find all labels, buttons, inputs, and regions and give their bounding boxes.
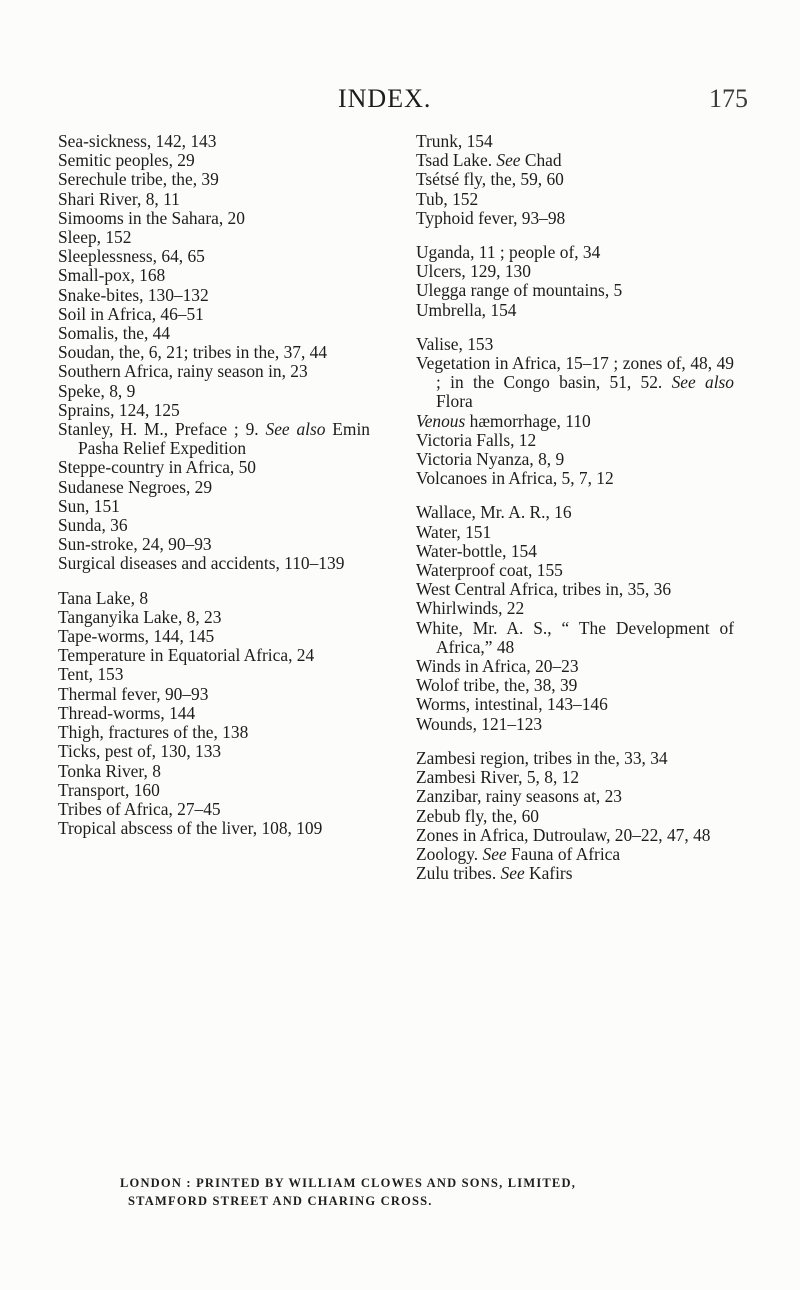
index-entry-text: Tent, 153 bbox=[58, 664, 124, 685]
index-entry-text: Wounds, 121–123 bbox=[416, 713, 543, 734]
index-entry-text: Wallace, Mr. A. R., 16 bbox=[416, 502, 572, 523]
index-entry bbox=[416, 431, 734, 450]
index-entry-text: Wolof tribe, the, 38, 39 bbox=[416, 675, 578, 696]
index-entry-text: Sun, 151 bbox=[58, 495, 120, 516]
page-number: 175 bbox=[709, 84, 748, 113]
index-entry bbox=[416, 170, 734, 189]
index-entry-text: Sun-stroke, 24, 90–93 bbox=[58, 534, 212, 555]
index-entry bbox=[58, 608, 370, 627]
index-entry-text: Temperature in Equatorial Africa, 24 bbox=[58, 645, 315, 666]
index-entry bbox=[58, 151, 370, 170]
index-entry bbox=[416, 450, 734, 469]
index-entry bbox=[416, 190, 734, 209]
index-entry-text: Water-bottle, 154 bbox=[416, 540, 537, 561]
index-entry bbox=[58, 516, 370, 535]
index-entry-text: Emin Pasha Relief Expedition bbox=[78, 419, 370, 459]
index-entry bbox=[416, 412, 734, 431]
index-entry-text: Kafirs bbox=[524, 863, 573, 884]
index-entry bbox=[58, 305, 370, 324]
index-entry bbox=[58, 401, 370, 420]
index-entry bbox=[416, 695, 734, 714]
index-entry bbox=[58, 382, 370, 401]
index-entry bbox=[416, 523, 734, 542]
index-entry-text: Uganda, 11 ; people of, 34 bbox=[416, 242, 601, 263]
index-entry bbox=[416, 151, 734, 170]
index-entry-text: Sprains, 124, 125 bbox=[58, 399, 180, 420]
index-entry bbox=[58, 362, 370, 381]
index-entry-text: Serechule tribe, the, 39 bbox=[58, 169, 219, 190]
index-letter-group bbox=[416, 335, 734, 489]
index-entry bbox=[58, 723, 370, 742]
index-entry bbox=[58, 497, 370, 516]
index-entry-text: Tribes of Africa, 27–45 bbox=[58, 798, 221, 819]
index-entry-text: Southern Africa, rainy season in, 23 bbox=[58, 361, 308, 382]
index-entry-text: Valise, 153 bbox=[416, 333, 494, 354]
index-entry-text: Zanzibar, rainy seasons at, 23 bbox=[416, 786, 622, 807]
index-entry-text: Ulcers, 129, 130 bbox=[416, 261, 531, 282]
index-entry bbox=[416, 787, 734, 806]
index-entry-text: Tape-worms, 144, 145 bbox=[58, 626, 215, 647]
index-entry-text: Tanganyika Lake, 8, 23 bbox=[58, 606, 222, 627]
index-entry bbox=[58, 535, 370, 554]
index-entry-text: Thermal fever, 90–93 bbox=[58, 683, 209, 704]
index-entry bbox=[416, 354, 734, 412]
index-entry-text: Sleeplessness, 64, 65 bbox=[58, 246, 205, 267]
index-entry bbox=[416, 715, 734, 734]
index-entry bbox=[416, 301, 734, 320]
index-entry-italic: See also bbox=[265, 419, 326, 440]
index-entry-text: Victoria Falls, 12 bbox=[416, 429, 537, 450]
index-letter-group bbox=[58, 589, 370, 839]
index-entry-text: Volcanoes in Africa, 5, 7, 12 bbox=[416, 468, 614, 489]
index-entry bbox=[58, 742, 370, 761]
index-entry-text: Fauna of Africa bbox=[506, 843, 621, 864]
index-entry bbox=[58, 781, 370, 800]
index-entry bbox=[416, 469, 734, 488]
index-entry-text: Tsétsé fly, the, 59, 60 bbox=[416, 169, 564, 190]
index-column-left bbox=[58, 132, 370, 853]
index-letter-group bbox=[416, 132, 734, 228]
index-entry bbox=[416, 768, 734, 787]
index-entry-text: Tonka River, 8 bbox=[58, 760, 161, 781]
index-entry-italic: Venous bbox=[416, 410, 466, 431]
index-entry bbox=[416, 243, 734, 262]
index-entry-text: Waterproof coat, 155 bbox=[416, 560, 563, 581]
index-entry-text: Victoria Nyanza, 8, 9 bbox=[416, 449, 565, 470]
index-entry-text: White, Mr. A. S., “ The Development of Africa,” 48 bbox=[416, 617, 734, 657]
index-entry bbox=[416, 807, 734, 826]
index-entry bbox=[58, 343, 370, 362]
index-entry-text: Ulegga range of mountains, 5 bbox=[416, 280, 623, 301]
index-entry bbox=[416, 619, 734, 657]
index-entry bbox=[58, 627, 370, 646]
index-entry-text: Stanley, H. M., Preface ; 9. bbox=[58, 419, 266, 440]
index-entry bbox=[58, 266, 370, 285]
index-letter-group bbox=[416, 749, 734, 883]
index-entry-text: Zoology. bbox=[416, 843, 483, 864]
index-entry bbox=[58, 685, 370, 704]
index-entry-text: Zebub fly, the, 60 bbox=[416, 805, 539, 826]
index-entry-text: Water, 151 bbox=[416, 521, 492, 542]
index-entry-text: Small-pox, 168 bbox=[58, 265, 166, 286]
index-entry-text: Sea-sickness, 142, 143 bbox=[58, 131, 217, 151]
index-entry-text: Ticks, pest of, 130, 133 bbox=[58, 741, 222, 762]
index-entry bbox=[58, 324, 370, 343]
index-entry-text: Shari River, 8, 11 bbox=[58, 188, 180, 209]
index-entry bbox=[416, 209, 734, 228]
index-entry-italic: See bbox=[496, 150, 521, 171]
index-entry bbox=[416, 542, 734, 561]
index-entry-text: Winds in Africa, 20–23 bbox=[416, 656, 579, 677]
index-letter-group bbox=[416, 243, 734, 320]
index-entry-text: Soil in Africa, 46–51 bbox=[58, 303, 204, 324]
index-letter-group bbox=[416, 503, 734, 733]
index-entry bbox=[416, 676, 734, 695]
index-entry-text: Tropical abscess of the liver, 108, 109 bbox=[58, 818, 323, 839]
index-entry bbox=[58, 190, 370, 209]
index-entry bbox=[416, 561, 734, 580]
index-entry-text: Somalis, the, 44 bbox=[58, 323, 171, 344]
index-entry bbox=[58, 665, 370, 684]
index-entry bbox=[58, 819, 370, 838]
index-entry-text: Tana Lake, 8 bbox=[58, 587, 149, 608]
index-entry-text: Sleep, 152 bbox=[58, 227, 132, 248]
index-entry bbox=[416, 503, 734, 522]
index-entry-text: Umbrella, 154 bbox=[416, 299, 517, 320]
index-entry bbox=[416, 281, 734, 300]
index-entry bbox=[58, 247, 370, 266]
index-entry-text: Thigh, fractures of the, 138 bbox=[58, 722, 249, 743]
index-entry bbox=[58, 228, 370, 247]
index-entry-text: Zambesi River, 5, 8, 12 bbox=[416, 767, 580, 788]
index-entry bbox=[58, 132, 370, 151]
index-entry-text: Thread-worms, 144 bbox=[58, 702, 196, 723]
index-entry-italic: See bbox=[482, 843, 507, 864]
index-entry-text: Vegetation in Africa, 15–17 ; zones of, 48, 49 ; in the Congo basin, 51, 52. bbox=[416, 353, 734, 393]
index-column-right bbox=[416, 132, 734, 898]
index-entry-text: Soudan, the, 6, 21; tribes in the, 37, 44 bbox=[58, 342, 328, 363]
printer-imprint bbox=[120, 1174, 740, 1210]
index-entry bbox=[58, 170, 370, 189]
index-entry bbox=[58, 420, 370, 458]
index-entry-italic: See also bbox=[671, 372, 734, 393]
index-entry bbox=[416, 132, 734, 151]
index-entry-text: Snake-bites, 130–132 bbox=[58, 284, 209, 305]
index-entry-text: West Central Africa, tribes in, 35, 36 bbox=[416, 579, 672, 600]
index-entry-text: Tsad Lake. bbox=[416, 150, 497, 171]
index-entry bbox=[58, 704, 370, 723]
index-entry bbox=[416, 826, 734, 845]
index-entry-text: Trunk, 154 bbox=[416, 131, 493, 151]
imprint-line-2: STAMFORD STREET AND CHARING CROSS. bbox=[128, 1194, 433, 1208]
index-entry-text: Transport, 160 bbox=[58, 779, 160, 800]
index-entry bbox=[58, 286, 370, 305]
index-entry-text: Sudanese Negroes, 29 bbox=[58, 476, 213, 497]
index-entry bbox=[58, 762, 370, 781]
index-entry bbox=[58, 209, 370, 228]
index-entry-text: Chad bbox=[520, 150, 562, 171]
index-entry-text: Zones in Africa, Dutroulaw, 20–22, 47, 48 bbox=[416, 824, 711, 845]
index-entry-text: hæmorrhage, 110 bbox=[465, 410, 591, 431]
index-entry bbox=[416, 262, 734, 281]
index-entry bbox=[58, 458, 370, 477]
index-entry bbox=[416, 864, 734, 883]
index-entry bbox=[416, 657, 734, 676]
imprint-line-1: LONDON : PRINTED BY WILLIAM CLOWES AND SONS, LIMITED, bbox=[120, 1176, 577, 1190]
index-entry bbox=[58, 589, 370, 608]
index-entry-text: Typhoid fever, 93–98 bbox=[416, 207, 566, 228]
index-entry bbox=[58, 646, 370, 665]
page-title: INDEX. bbox=[338, 84, 432, 113]
page-header bbox=[58, 84, 748, 114]
index-entry bbox=[416, 845, 734, 864]
index-entry-text: Zambesi region, tribes in the, 33, 34 bbox=[416, 747, 668, 768]
index-entry bbox=[58, 800, 370, 819]
index-entry-text: Whirlwinds, 22 bbox=[416, 598, 525, 619]
index-entry bbox=[416, 749, 734, 768]
index-entry-text: Sunda, 36 bbox=[58, 515, 128, 536]
index-entry-text: Speke, 8, 9 bbox=[58, 380, 136, 401]
index-letter-group bbox=[58, 132, 370, 574]
index-entry-text: Simooms in the Sahara, 20 bbox=[58, 207, 245, 228]
index-entry bbox=[58, 554, 370, 573]
index-entry-text: Steppe-country in Africa, 50 bbox=[58, 457, 257, 478]
index-entry bbox=[416, 335, 734, 354]
index-entry-text: Surgical diseases and accidents, 110–139 bbox=[58, 553, 345, 574]
index-entry-italic: See bbox=[500, 863, 525, 884]
index-entry bbox=[58, 478, 370, 497]
index-entry bbox=[416, 580, 734, 599]
index-entry-text: Zulu tribes. bbox=[416, 863, 501, 884]
index-entry bbox=[416, 599, 734, 618]
index-entry-text: Worms, intestinal, 143–146 bbox=[416, 694, 608, 715]
index-entry-text: Flora bbox=[436, 391, 473, 412]
index-entry-text: Semitic peoples, 29 bbox=[58, 150, 195, 171]
index-entry-text: Tub, 152 bbox=[416, 188, 479, 209]
